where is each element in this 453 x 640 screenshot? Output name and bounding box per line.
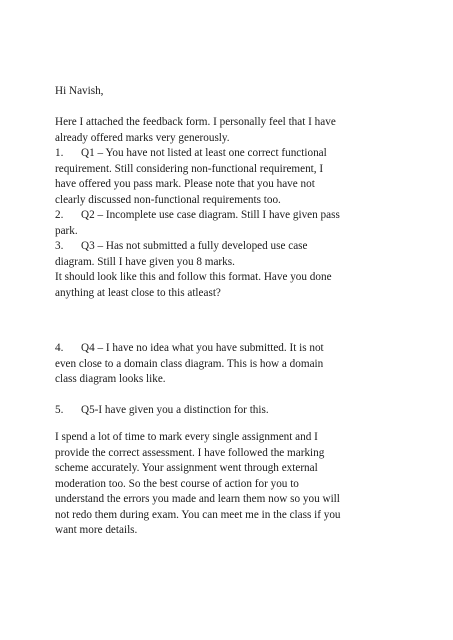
feedback-list-3 — [55, 403, 405, 419]
item-text-line: requirement. Still considering non-functional requirement, I — [55, 162, 324, 175]
greeting — [55, 84, 405, 100]
feedback-list-2 — [55, 341, 405, 388]
item-text-line: It should look like this and follow this format. Have you done — [55, 271, 332, 283]
intro-paragraph — [55, 115, 405, 146]
feedback-list-1 — [55, 146, 405, 301]
list-item-q2 — [55, 208, 405, 224]
item-text: Q2 – Incomplete use case diagram. Still I have given pass — [81, 209, 340, 221]
item-text-line: park. — [55, 224, 78, 237]
item-number: 4. — [55, 342, 64, 354]
item-text-line: class diagram looks like. — [55, 373, 166, 385]
closing-paragraph — [55, 430, 405, 539]
list-item-q3 — [55, 239, 405, 255]
intro-line: already offered marks very generously. — [55, 131, 230, 144]
item-text: Q1 – You have not listed at least one correct functional — [81, 147, 327, 159]
item-text: Q5-I have given you a distinction for this. — [81, 404, 269, 416]
item-number: 3. — [55, 240, 64, 252]
closing-line: scheme accurately. Your assignment went through external — [55, 462, 318, 474]
closing-line: moderation too. So the best course of action for you to — [55, 477, 299, 490]
item-text-line: even close to a domain class diagram. This is how a domain — [55, 357, 324, 370]
closing-line: provide the correct assessment. I have followed the marking — [55, 446, 325, 459]
item-number: 5. — [55, 404, 64, 416]
item-text-line: clearly discussed non-functional requirements too. — [55, 193, 281, 206]
closing-line: I spend a lot of time to mark every single assignment and I — [55, 431, 318, 443]
item-text: Q4 – I have no idea what you have submitted. It is not — [81, 342, 324, 354]
closing-line: want more details. — [55, 524, 138, 536]
item-number: 2. — [55, 209, 64, 221]
item-text-line: have offered you pass mark. Please note that you have not — [55, 178, 315, 190]
list-item-q4 — [55, 341, 405, 357]
intro-line: Here I attached the feedback form. I personally feel that I have — [55, 116, 336, 128]
item-text-line: anything at least close to this atleast? — [55, 286, 221, 299]
item-text-line: diagram. Still I have given you 8 marks. — [55, 255, 235, 268]
item-number: 1. — [55, 147, 64, 159]
closing-line: not redo them during exam. You can meet me in the class if you — [55, 508, 341, 521]
greeting-text: Hi Navish, — [55, 85, 104, 97]
list-item-q1 — [55, 146, 405, 162]
closing-line: understand the errors you made and learn them now so you will — [55, 493, 340, 505]
item-text: Q3 – Has not submitted a fully developed use case — [81, 240, 308, 252]
list-item-q5 — [55, 403, 405, 419]
